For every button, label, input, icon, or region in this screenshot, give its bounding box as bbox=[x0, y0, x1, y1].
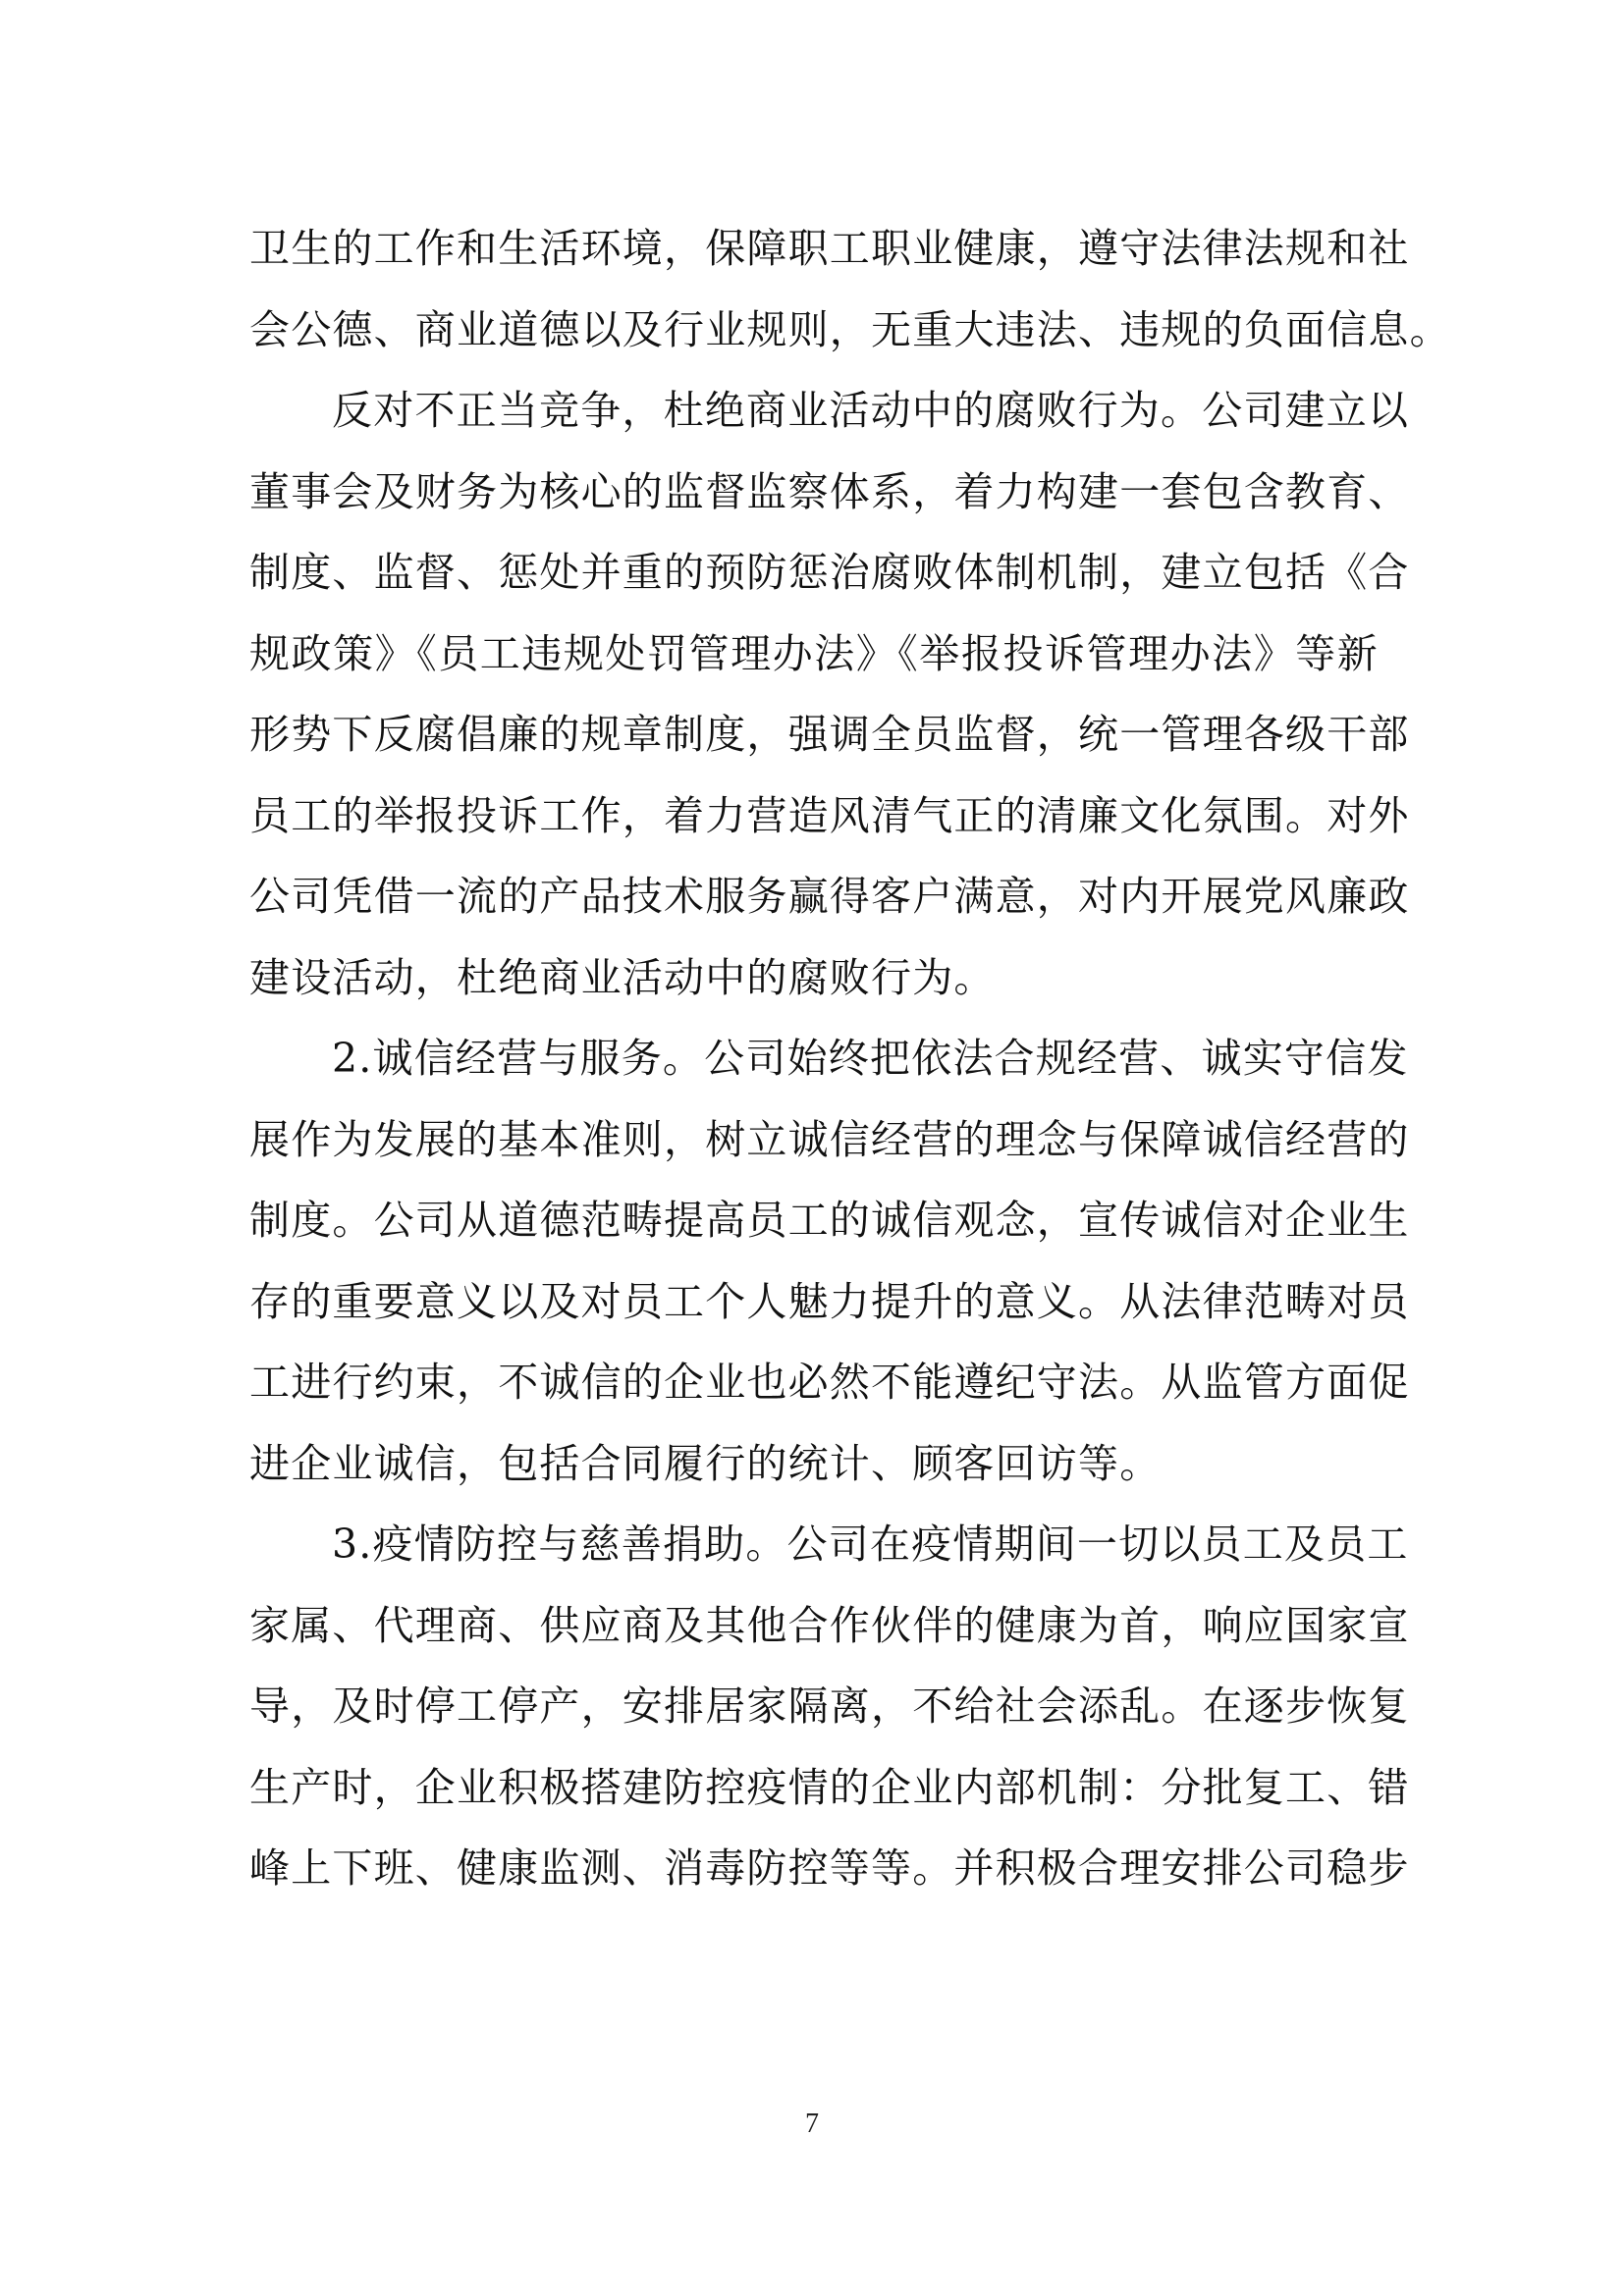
text-line: 工进行约束，不诚信的企业也必然不能遵纪守法。从监管方面促 bbox=[249, 1359, 1410, 1406]
text-line: 制度。公司从道德范畴提高员工的诚信观念，宣传诚信对企业生 bbox=[249, 1197, 1410, 1244]
text-line: 建设活动，杜绝商业活动中的腐败行为。 bbox=[249, 953, 996, 1001]
text-line: 进企业诚信，包括合同履行的统计、顾客回访等。 bbox=[249, 1439, 1162, 1487]
text-line: 制度、监督、惩处并重的预防惩治腐败体制机制，建立包括《合 bbox=[249, 549, 1410, 596]
text-line: 会公德、商业道德以及行业规则，无重大违法、违规的负面信息。 bbox=[249, 305, 1451, 353]
document-page-body bbox=[249, 208, 1451, 1909]
text-line: 导，及时停工停产，安排居家隔离，不给社会添乱。在逐步恢复 bbox=[249, 1682, 1410, 1730]
paragraph-anti-corruption bbox=[249, 370, 1410, 1018]
text-line: 2.诚信经营与服务。公司始终把依法合规经营、诚实守信发 bbox=[332, 1035, 1409, 1082]
text-line: 生产时，企业积极搭建防控疫情的企业内部机制：分批复工、错 bbox=[249, 1763, 1410, 1811]
text-line: 公司凭借一流的产品技术服务赢得客户满意，对内开展党风廉政 bbox=[249, 873, 1410, 920]
text-line: 存的重要意义以及对员工个人魅力提升的意义。从法律范畴对员 bbox=[249, 1277, 1410, 1325]
text-line: 反对不正当竞争，杜绝商业活动中的腐败行为。公司建立以 bbox=[332, 387, 1410, 434]
paragraph-workplace-compliance bbox=[249, 208, 1451, 370]
text-line: 峰上下班、健康监测、消毒防控等等。并积极合理安排公司稳步 bbox=[249, 1844, 1410, 1892]
text-line: 规政策》《员工违规处罚管理办法》《举报投诉管理办法》等新 bbox=[249, 629, 1379, 677]
page-number: 7 bbox=[805, 2109, 819, 2139]
text-line: 3.疫情防控与慈善捐助。公司在疫情期间一切以员工及员工 bbox=[332, 1521, 1409, 1568]
paragraph-integrity-operations bbox=[249, 1018, 1410, 1504]
paragraph-epidemic-prevention bbox=[249, 1504, 1410, 1909]
text-line: 展作为发展的基本准则，树立诚信经营的理念与保障诚信经营的 bbox=[249, 1115, 1410, 1163]
text-line: 卫生的工作和生活环境，保障职工职业健康，遵守法律法规和社 bbox=[249, 225, 1410, 272]
text-line: 董事会及财务为核心的监督监察体系，着力构建一套包含教育、 bbox=[249, 467, 1410, 515]
text-line: 员工的举报投诉工作，着力营造风清气正的清廉文化氛围。对外 bbox=[249, 791, 1410, 839]
text-line: 家属、代理商、供应商及其他合作伙伴的健康为首，响应国家宣 bbox=[249, 1601, 1410, 1649]
text-line: 形势下反腐倡廉的规章制度，强调全员监督，统一管理各级干部 bbox=[249, 711, 1410, 758]
